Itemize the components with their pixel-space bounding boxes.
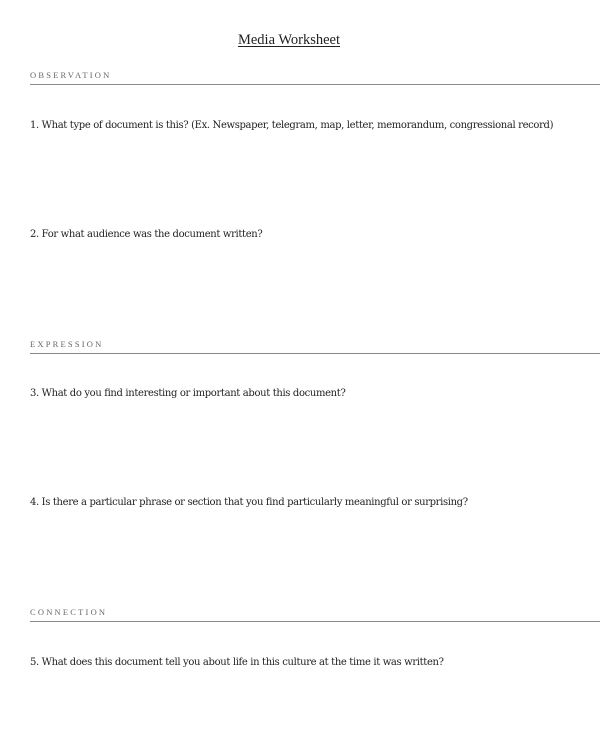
question-2: 2. For what audience was the document written? (30, 229, 263, 240)
page-title: Media Worksheet (237, 32, 341, 48)
question-1: 1. What type of document is this? (Ex. Newspaper, telegram, map, letter, memorandum, congressional record) (30, 120, 554, 131)
question-5: 5. What does this document tell you about life in this culture at the time it was written? (30, 657, 444, 668)
section-divider-expression (30, 353, 600, 354)
section-label-observation: OBSERVATION (30, 70, 112, 80)
section-label-expression: EXPRESSION (30, 339, 104, 349)
section-divider-connection (30, 621, 600, 622)
section-label-connection: CONNECTION (30, 607, 108, 617)
question-3: 3. What do you find interesting or important about this document? (30, 388, 346, 399)
section-divider-observation (30, 84, 600, 85)
question-4: 4. Is there a particular phrase or section that you find particularly meaningful or surprising? (30, 497, 468, 508)
